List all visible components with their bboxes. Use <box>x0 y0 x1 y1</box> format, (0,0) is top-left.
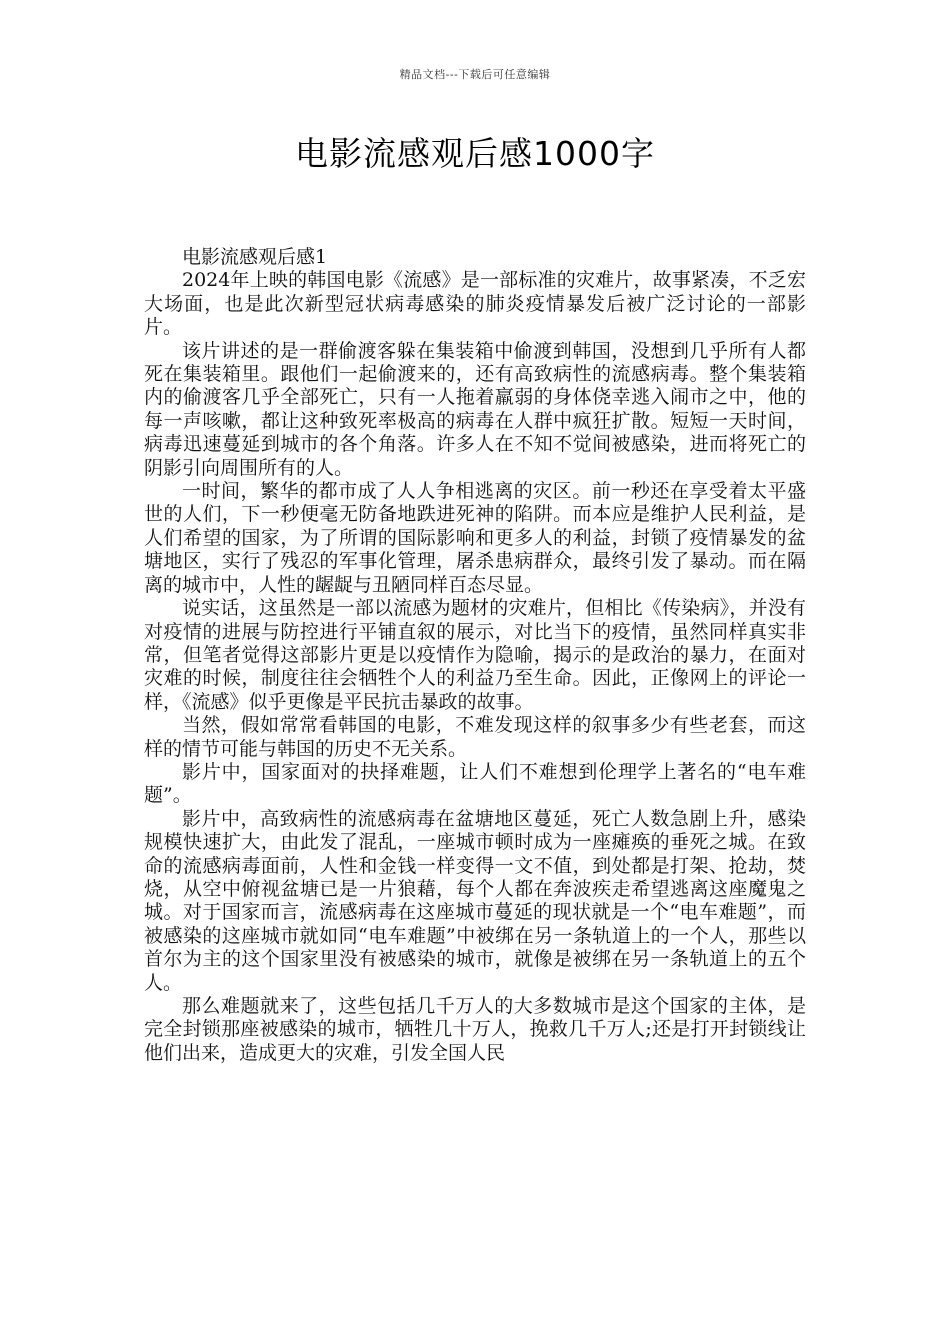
paragraph: 那么难题就来了，这些包括几千万人的大多数城市是这个国家的主体，是完全封锁那座被感染的城市，牺牲几十万人，挽救几千万人;还是打开封锁线让他们出来，造成更大的灾难，引发全国人民 <box>144 995 806 1064</box>
paragraph: 影片中，高致病性的流感病毒在盆塘地区蔓延，死亡人数急剧上升，感染规模快速扩大，由此发了混乱，一座城市顿时成为一座瘫痪的垂死之城。在致命的流感病毒面前，人性和金钱一样变得一文不值，到处都是打架、抢劫，焚烧，从空中俯视盆塘已是一片狼藉，每个人都在奔波疾走希望逃离这座魔鬼之城。对于国家而言，流感病毒在这座城市蔓延的现状就是一个“电车难题”，而被感染的这座城市就如同“电车难题”中被绑在另一条轨道上的一个人，那些以首尔为主的这个国家里没有被感染的城市，就像是被绑在另一条轨道上的五个人。 <box>144 807 806 994</box>
header-note: 精品文档---下载后可任意编辑 <box>399 68 551 81</box>
section-heading: 电影流感观后感1 <box>182 246 328 268</box>
paragraph: 说实话，这虽然是一部以流感为题材的灾难片，但相比《传染病》，并没有对疫情的进展与防控进行平铺直叙的展示，对比当下的疫情，虽然同样真实非常，但笔者觉得这部影片更是以疫情作为隐喻，揭示的是政治的暴力，在面对灾难的时候，制度往往会牺牲个人的利益乃至生命。因此，正像网上的评论一样，《流感》似乎更像是平民抗击暴政的故事。 <box>144 597 806 713</box>
document-body <box>144 246 806 1065</box>
paragraph: 当然，假如常常看韩国的电影，不难发现这样的叙事多少有些老套，而这样的情节可能与韩国的历史不无关系。 <box>144 714 806 760</box>
document-title: 电影流感观后感1000字 <box>295 134 655 173</box>
paragraph: 2024年上映的韩国电影《流感》是一部标准的灾难片，故事紧凑，不乏宏大场面，也是此次新型冠状病毒感染的肺炎疫情暴发后被广泛讨论的一部影片。 <box>144 269 806 339</box>
paragraph: 影片中，国家面对的抉择难题，让人们不难想到伦理学上著名的“电车难题”。 <box>144 760 806 807</box>
paragraph: 一时间，繁华的都市成了人人争相逃离的灾区。前一秒还在享受着太平盛世的人们，下一秒便毫无防备地跌进死神的陷阱。而本应是维护人民利益，是人们希望的国家，为了所谓的国际影响和更多人的利益，封锁了疫情暴发的盆塘地区，实行了残忍的军事化管理，屠杀患病群众，最终引发了暴动。而在隔离的城市中，人性的龌龊与丑陋同样百态尽显。 <box>144 480 806 596</box>
paragraph: 该片讲述的是一群偷渡客躲在集装箱中偷渡到韩国，没想到几乎所有人都死在集装箱里。跟他们一起偷渡来的，还有高致病性的流感病毒。整个集装箱内的偷渡客几乎全部死亡，只有一人拖着羸弱的身体侥幸逃入闹市之中，他的每一声咳嗽，都让这种致死率极高的病毒在人群中疯狂扩散。短短一天时间，病毒迅速蔓延到城市的各个角落。许多人在不知不觉间被感染，进而将死亡的阴影引向周围所有的人。 <box>144 339 806 479</box>
